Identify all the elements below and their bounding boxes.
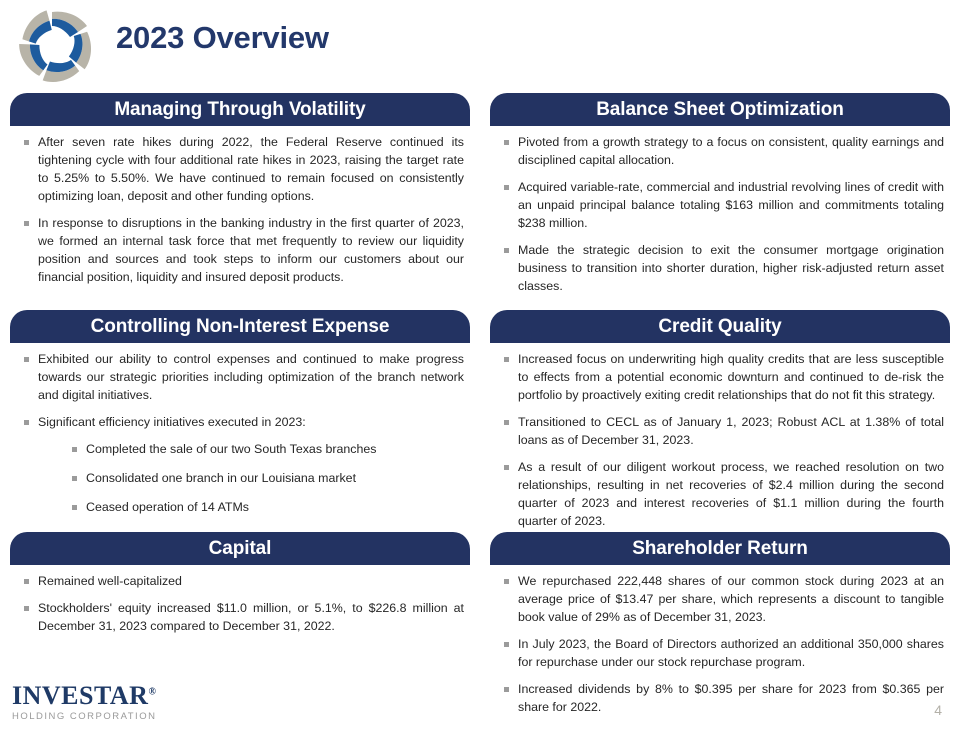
panel-body-shareholder-return bbox=[490, 565, 950, 717]
panel-header-label: Managing Through Volatility bbox=[114, 99, 366, 120]
bullet-square-icon bbox=[504, 140, 509, 145]
bullet-item bbox=[492, 414, 944, 450]
panel-header-controlling-non-interest-expense bbox=[10, 310, 470, 343]
bullet-text: As a result of our diligent workout process, we reached resolution on two relationships, resulting in net recoveries of $2.4 million during the second quarter of 2023 and interest recoveries of $1.1 million during the fourth quarter of 2023. bbox=[518, 459, 944, 528]
investar-wordmark-logo bbox=[12, 683, 172, 722]
bullet-item bbox=[12, 573, 464, 591]
sub-bullet-item bbox=[12, 470, 464, 488]
sub-bullet-text: Consolidated one branch in our Louisiana market bbox=[86, 470, 357, 485]
panel-header-label: Credit Quality bbox=[658, 316, 782, 337]
bullet-text: In response to disruptions in the banking industry in the first quarter of 2023, we formed an internal task force that met frequently to review our liquidity position and sources and took steps to inform our customers about our financial position, liquidity and insured deposit products. bbox=[38, 215, 464, 284]
brand-name bbox=[12, 683, 156, 709]
bullet-text: Remained well-capitalized bbox=[38, 574, 182, 588]
bullet-item bbox=[492, 681, 944, 717]
sub-bullet-item bbox=[12, 499, 464, 517]
panel-header-balance-sheet-optimization bbox=[490, 93, 950, 126]
bullet-text: After seven rate hikes during 2022, the Federal Reserve continued its tightening cycle with four additional rate hikes in 2023, raising the target rate to 5.25% to 5.50%. We have continued to remain focused on consistently optimizing loan, deposit and other funding options. bbox=[38, 135, 464, 203]
bullet-item bbox=[12, 414, 464, 432]
brand-tagline: HOLDING CORPORATION bbox=[12, 711, 157, 722]
bullet-text: Significant efficiency initiatives executed in 2023: bbox=[38, 414, 306, 429]
panel-managing-through-volatility bbox=[10, 93, 470, 287]
bullet-text: We repurchased 222,448 shares of our common stock during 2023 at an average price of $13.47 per share, which represents a discount to tangible book value of 29% as of December 31, 2023. bbox=[518, 574, 944, 624]
bullet-item bbox=[12, 215, 464, 287]
bullet-item bbox=[492, 459, 944, 531]
panel-shareholder-return bbox=[490, 532, 950, 717]
panel-header-capital bbox=[10, 532, 470, 565]
panel-body-controlling-non-interest-expense bbox=[10, 343, 470, 517]
bullet-square-icon bbox=[504, 248, 509, 253]
panel-controlling-non-interest-expense bbox=[10, 310, 470, 528]
slide-title-row bbox=[0, 0, 960, 90]
bullet-square-icon bbox=[504, 465, 509, 470]
sub-bullet-text: Completed the sale of our two South Texas branches bbox=[86, 441, 377, 456]
bullet-square-icon bbox=[72, 505, 77, 510]
bullet-item bbox=[492, 179, 944, 233]
panel-body-balance-sheet-optimization bbox=[490, 126, 950, 296]
bullet-square-icon bbox=[24, 420, 29, 425]
page-title: 2023 Overview bbox=[116, 20, 329, 55]
bullet-item bbox=[492, 134, 944, 170]
bullet-text: Made the strategic decision to exit the consumer mortgage origination business to transition into shorter duration, higher risk-adjusted return asset classes. bbox=[518, 242, 944, 293]
panel-credit-quality bbox=[490, 310, 950, 531]
bullet-item bbox=[492, 351, 944, 405]
bullet-square-icon bbox=[504, 642, 509, 647]
panel-header-label: Controlling Non-Interest Expense bbox=[90, 316, 390, 337]
panel-header-credit-quality bbox=[490, 310, 950, 343]
sub-bullet-text: Ceased operation of 14 ATMs bbox=[86, 499, 250, 514]
bullet-item bbox=[492, 242, 944, 296]
bullet-square-icon bbox=[504, 357, 509, 362]
panel-body-managing-through-volatility bbox=[10, 126, 470, 287]
bullet-item bbox=[12, 134, 464, 206]
panel-header-shareholder-return bbox=[490, 532, 950, 565]
panel-header-label: Shareholder Return bbox=[632, 538, 808, 559]
bullet-text: Acquired variable-rate, commercial and industrial revolving lines of credit with an unpaid principal balance totaling $163 million and commitments totaling $238 million. bbox=[518, 179, 944, 230]
panel-capital bbox=[10, 532, 470, 636]
brand-name-text: INVESTAR bbox=[12, 681, 149, 710]
bullet-item bbox=[12, 351, 464, 405]
bullet-text: Increased dividends by 8% to $0.395 per share for 2023 from $0.365 per share for 2022. bbox=[518, 681, 944, 714]
bullet-item bbox=[492, 636, 944, 672]
bullet-square-icon bbox=[72, 476, 77, 481]
bullet-square-icon bbox=[72, 447, 77, 452]
bullet-square-icon bbox=[24, 357, 29, 362]
bullet-text: Exhibited our ability to control expenses and continued to make progress towards our strategic priorities including optimization of the branch network and digital initiatives. bbox=[38, 352, 464, 402]
bullet-text: Pivoted from a growth strategy to a focus on consistent, quality earnings and disciplined capital allocation. bbox=[518, 135, 944, 167]
bullet-item bbox=[492, 573, 944, 627]
bullet-square-icon bbox=[504, 687, 509, 692]
panel-balance-sheet-optimization bbox=[490, 93, 950, 296]
registered-trademark-icon: ® bbox=[148, 686, 157, 698]
bullet-square-icon bbox=[24, 221, 29, 226]
panel-body-credit-quality bbox=[490, 343, 950, 531]
sub-bullet-item bbox=[12, 441, 464, 459]
bullet-square-icon bbox=[24, 606, 29, 611]
panel-body-capital bbox=[10, 565, 470, 636]
bullet-text: Increased focus on underwriting high quality credits that are less susceptible to effects from a potential economic downturn and continued to de-risk the portfolio by proactively exiting credit relationships that do not fit this strategy. bbox=[518, 352, 944, 402]
investar-pinwheel-icon bbox=[8, 6, 104, 86]
sub-bullet-list bbox=[12, 441, 464, 517]
bullet-square-icon bbox=[24, 140, 29, 145]
panel-header-label: Balance Sheet Optimization bbox=[596, 99, 844, 120]
page-number: 4 bbox=[934, 702, 942, 718]
bullet-square-icon bbox=[24, 579, 29, 584]
bullet-text: In July 2023, the Board of Directors authorized an additional 350,000 shares for repurchase under our stock repurchase program. bbox=[518, 636, 944, 669]
bullet-square-icon bbox=[504, 420, 509, 425]
bullet-square-icon bbox=[504, 185, 509, 190]
bullet-square-icon bbox=[504, 579, 509, 584]
panel-header-label: Capital bbox=[208, 538, 272, 559]
bullet-text: Transitioned to CECL as of January 1, 2023; Robust ACL at 1.38% of total loans as of December 31, 2023. bbox=[518, 414, 944, 447]
panel-header-managing-through-volatility bbox=[10, 93, 470, 126]
bullet-item bbox=[12, 600, 464, 636]
bullet-text: Stockholders' equity increased $11.0 million, or 5.1%, to $226.8 million at December 31, 2023 compared to December 31, 2022. bbox=[38, 600, 464, 633]
